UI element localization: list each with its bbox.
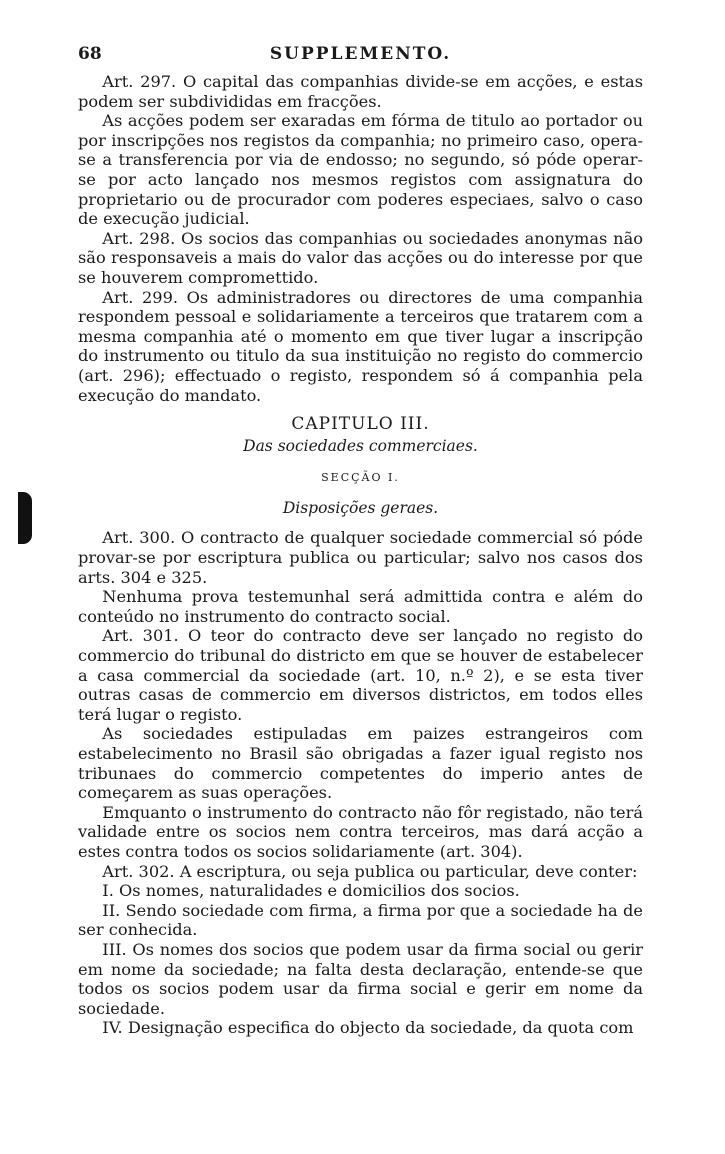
paragraph: Art. 298. Os socios das companhias ou sociedades anonymas não são responsaveis a mais do valor das acções ou do interesse por que se houverem compromettido. bbox=[78, 228, 643, 287]
page-number: 68 bbox=[78, 44, 102, 64]
section-subtitle: Disposições geraes. bbox=[282, 498, 439, 517]
list-item: II. Sendo sociedade com firma, a firma por que a sociedade ha de ser conhecida. bbox=[78, 900, 643, 940]
paragraph: Emquanto o instrumento do contracto não fôr registado, não terá validade entre os socios nem contra terceiros, mas dará acção a estes contra todos os socios solidariamente (art. 304). bbox=[78, 802, 643, 861]
body-text bbox=[78, 72, 643, 1038]
list-item: I. Os nomes, naturalidades e domicilios dos socios. bbox=[102, 881, 520, 901]
chapter-heading-block bbox=[78, 415, 643, 518]
page-header bbox=[78, 44, 643, 68]
binding-edge-mark bbox=[18, 492, 32, 544]
paragraph: Art. 302. A escriptura, ou seja publica ou particular, deve conter: bbox=[102, 861, 638, 881]
paragraph: As acções podem ser exaradas em fórma de titulo ao portador ou por inscripções nos registos da companhia; no primeiro caso, opera-se a transferencia por via de endosso; no segundo, só póde operar-se por acto lançado nos mesmos registos com assignatura do proprietario ou de procurador com poderes especiaes, salvo o caso de execução judicial. bbox=[78, 111, 643, 229]
running-title: SUPPLEMENTO. bbox=[269, 44, 452, 64]
paragraph: Art. 301. O teor do contracto deve ser lançado no registo do commercio do tribunal do districto em que se houver de estabelecer a casa commercial da sociedade (art. 10, n.º 2), e se esta tiver outras casas de commercio em diversos districtos, em todos elles terá lugar o registo. bbox=[78, 626, 643, 724]
list-item: IV. Designação especifica do objecto da sociedade, da quota com bbox=[102, 1018, 634, 1038]
chapter-title: CAPITULO III. bbox=[291, 414, 430, 435]
paragraph: Art. 297. O capital das companhias divide-se em acções, e estas podem ser subdivididas em fracções. bbox=[78, 72, 643, 111]
chapter-subtitle: Das sociedades commerciaes. bbox=[243, 436, 478, 455]
paragraph: Art. 299. Os administradores ou directores de uma companhia respondem pessoal e solidariamente a terceiros que tratarem com a mesma companhia até o momento em que tiver lugar a inscripção do instrumento ou titulo da sua instituição no registo do commercio (art. 296); effectuado o registo, respondem só á companhia pela execução do mandato. bbox=[78, 287, 643, 405]
section-label: SECÇÃO I. bbox=[321, 471, 400, 485]
paragraph: Art. 300. O contracto de qualquer sociedade commercial só póde provar-se por escriptura publica ou particular; salvo nos casos dos arts. 304 e 325. bbox=[78, 528, 643, 587]
paragraph: Nenhuma prova testemunhal será admittida contra e além do conteúdo no instrumento do contracto social. bbox=[78, 587, 643, 626]
paragraph: As sociedades estipuladas em paizes estrangeiros com estabelecimento no Brasil são obrigadas a fazer igual registo nos tribunaes do commercio competentes do imperio antes de começarem as suas operações. bbox=[78, 724, 643, 803]
list-item: III. Os nomes dos socios que podem usar da firma social ou gerir em nome da sociedade; na falta desta declaração, entende-se que todos os socios podem usar da firma social e gerir em nome da sociedade. bbox=[78, 939, 643, 1018]
